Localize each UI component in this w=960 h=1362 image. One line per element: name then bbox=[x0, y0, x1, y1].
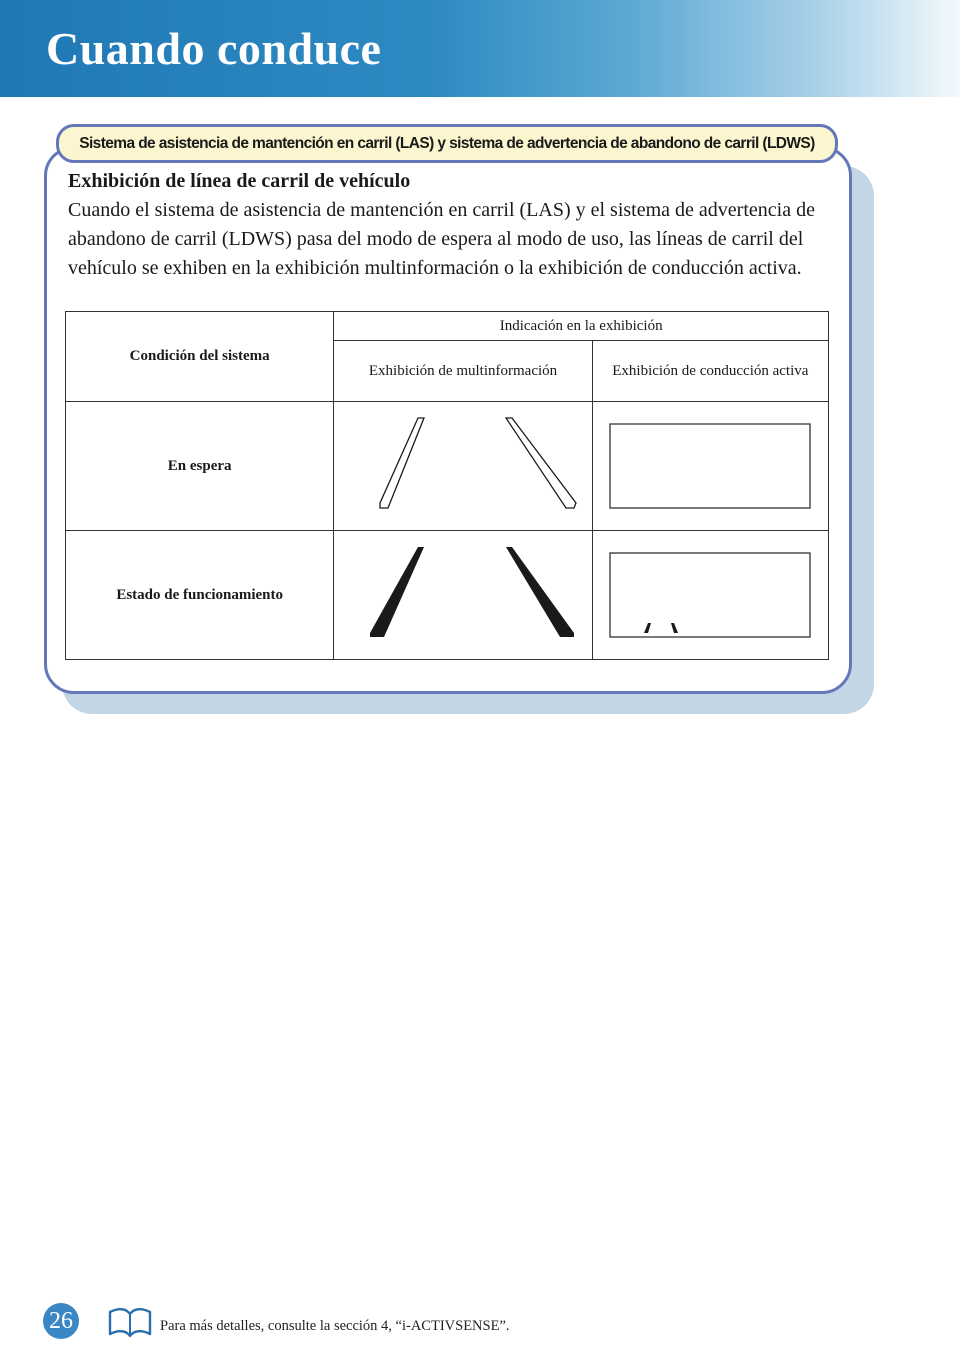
page-number: 26 bbox=[43, 1303, 79, 1339]
table-row bbox=[66, 531, 829, 660]
book-icon bbox=[106, 1306, 154, 1345]
display-with-lane-marks-icon bbox=[592, 531, 828, 660]
section-paragraph: Cuando el sistema de asistencia de mantención en carril (LAS) y el sistema de advertencia de abandono de carril (LDWS) pasa del modo de espera al modo de uso, las líneas de carril del vehículo se exhiben en la exhibición multinformación o la exhibición de conducción activa. bbox=[68, 199, 815, 279]
row-label: Estado de funcionamiento bbox=[66, 531, 334, 660]
header-condition: Condición del sistema bbox=[66, 312, 334, 402]
header-multi: Exhibición de multinformación bbox=[334, 341, 592, 402]
lane-lines-outline-icon bbox=[334, 402, 592, 531]
empty-display-icon bbox=[592, 402, 828, 531]
page-title: Cuando conduce bbox=[46, 23, 382, 74]
table-row bbox=[66, 402, 829, 531]
lane-lines-solid-icon bbox=[334, 531, 592, 660]
footer-note: Para más detalles, consulte la sección 4, “i-ACTIVSENSE”. bbox=[160, 1318, 510, 1334]
section-heading: Exhibición de línea de carril de vehículo bbox=[68, 170, 411, 192]
section-tag: Sistema de asistencia de mantención en carril (LAS) y sistema de advertencia de abandono de carril (LDWS) bbox=[56, 124, 838, 163]
header-active: Exhibición de conducción activa bbox=[592, 341, 828, 402]
row-label: En espera bbox=[66, 402, 334, 531]
header-indication: Indicación en la exhibición bbox=[334, 312, 829, 341]
status-table bbox=[65, 311, 829, 660]
page-header bbox=[0, 0, 960, 97]
